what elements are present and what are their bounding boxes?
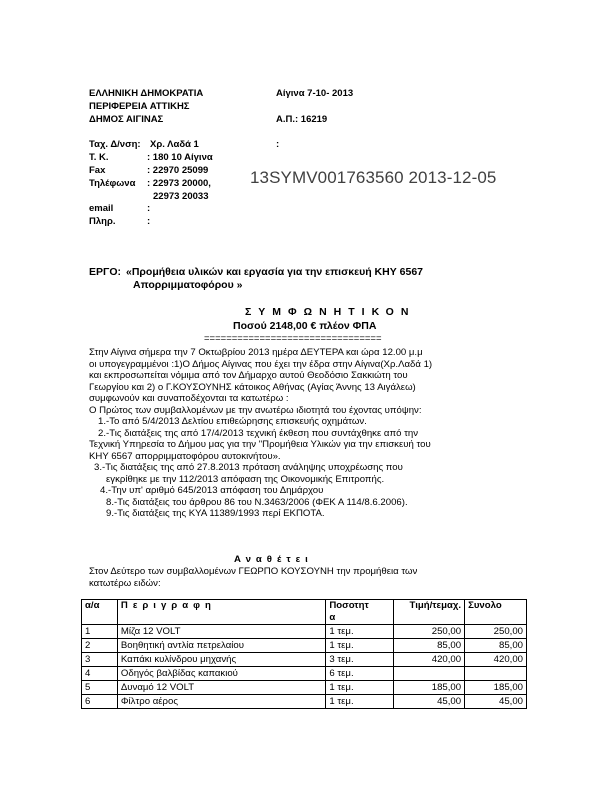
contact-address-label: Ταχ. Δ/νση: — [89, 139, 141, 150]
body-line: και εκπροσωπείται νόμιμα από τον Δήμαρχο αυτού Θεοδόσιο Σακκιώτη του — [89, 370, 408, 381]
body-line: Στην Αίγινα σήμερα την 7 Οκτωβρίου 2013 ημέρα ΔΕΥΤΕΡΑ και ώρα 12.00 μ.μ — [89, 347, 423, 358]
row-total: 185,00 — [465, 681, 527, 695]
row-description: Καπάκι κυλίνδρου μηχανής — [117, 653, 325, 667]
header-protocol: Α.Π.: 16219 — [276, 114, 328, 125]
header-quantity-line-2: α — [329, 612, 336, 623]
document-amount: Ποσού 2148,00 € πλέον ΦΠΑ — [233, 320, 377, 332]
contact-fax-label: Fax — [89, 165, 106, 176]
body-line: Ο Πρώτος των συμβαλλομένων με την ανωτέρω ιδιοτητά του έχοντας υπόψην: — [89, 404, 422, 416]
closing-text — [89, 566, 417, 589]
row-aa: 2 — [82, 639, 118, 653]
contact-phone-value-1: : 22973 20000, — [147, 178, 211, 189]
row-total: 45,00 — [465, 695, 527, 709]
body-line: συμφωνούν και συναποδέχονται τα κατωτέρω : — [89, 393, 289, 404]
row-aa: 1 — [82, 625, 118, 639]
header-date: Αίγινα 7-10- 2013 — [276, 88, 354, 99]
contact-email-value: : — [147, 203, 151, 214]
contact-phone-value-2: 22973 20033 — [153, 191, 209, 202]
row-quantity: 6 τεμ. — [326, 667, 394, 681]
row-unit-price: 85,00 — [394, 639, 465, 653]
row-quantity: 1 τεμ. — [326, 695, 394, 709]
subject-label: ΕΡΓΟ: — [89, 266, 121, 278]
consideration-item: 9.-Τις διατάξεις της ΚΥΑ 11389/1993 περί ΕΚΠΟΤΑ. — [106, 508, 325, 519]
consideration-item: εγκρίθηκε με την 112/2013 απόφαση της Οικονομικής Επιτροπής. — [106, 473, 385, 485]
row-aa: 3 — [82, 653, 118, 667]
header-org — [89, 87, 203, 126]
contact-info-label: Πληρ. — [89, 216, 116, 227]
table-row — [82, 653, 527, 667]
table-row — [82, 681, 527, 695]
body-line: οι υπογεγραμμένοι :1)Ο Δήμος Αίγινας που έχει την έδρα στην Αίγινα(Χρ.Λαδά 1) — [89, 358, 433, 370]
contact-fax-value: : 22970 25099 — [147, 165, 209, 176]
header-line-3: ΔΗΜΟΣ ΑΙΓΙΝΑΣ — [89, 114, 164, 125]
contact-phone-label: Τηλέφωνα — [89, 178, 136, 189]
row-quantity: 1 τεμ. — [326, 681, 394, 695]
row-description: Μίζα 12 VOLT — [117, 625, 325, 639]
body-line: Γεωργίου και 2) ο Γ.ΚΟΥΣΟΥΝΗΣ κάτοικος Αθήνας (Αγίας Άννης 13 Αιγάλεω) — [89, 381, 416, 393]
row-description: Φίλτρο αέρος — [117, 695, 325, 709]
document-title: ΣΥΜΦΩΝΗΤΙΚΟΝ — [245, 306, 416, 318]
consideration-item: Τεχνική Υπηρεσία το Δήμου μας για την "Προμήθεια Υλικών για την επισκευή του — [89, 439, 431, 450]
title-rule: ================================ — [204, 333, 382, 344]
considerations-list — [89, 416, 431, 520]
header-quantity — [326, 600, 394, 625]
header-description: Περιγραφη — [117, 600, 325, 625]
row-unit-price: 250,00 — [394, 625, 465, 639]
consideration-item: 8.-Τις διατάξεις του άρθρου 86 του Ν.3463/2006 (ΦΕΚ Α 114/8.6.2006). — [106, 496, 408, 508]
row-total: 420,00 — [465, 653, 527, 667]
subject-line-1: «Προμήθεια υλικών και εργασία για την επισκευή ΚΗΥ 6567 — [126, 266, 423, 278]
row-quantity: 1 τεμ. — [326, 625, 394, 639]
subject-line-2: Απορριμματοφόρου » — [133, 279, 243, 291]
contact-tk-value: : 180 10 Αίγινα — [147, 152, 213, 163]
header-quantity-line-1: Ποσοτητ — [329, 600, 369, 611]
row-description: Οδηγός βαλβίδας καπακιού — [117, 667, 325, 681]
contact-address-value: Χρ. Λαδά 1 — [150, 139, 199, 150]
table-row — [82, 625, 527, 639]
table-row — [82, 695, 527, 709]
row-quantity: 1 τεμ. — [326, 639, 394, 653]
closing-line-1: Στον Δεύτερο των συμβαλλομένων ΓΕΩΡΠΟ ΚΟΥΣΟΥΝΗ την προμήθεια των — [89, 566, 418, 577]
row-unit-price: 45,00 — [394, 695, 465, 709]
contact-tk-label: Τ. Κ. — [89, 152, 109, 163]
consideration-item: 3.-Τις διατάξεις της από 27.8.2013 πρόταση ανάληψης υποχρέωσης που — [94, 462, 403, 473]
header-line-1: ΕΛΛΗΝΙΚΗ ΔΗΜΟΚΡΑΤΙΑ — [89, 88, 204, 99]
row-total — [465, 667, 527, 681]
contact-address-colon: : — [276, 139, 280, 150]
row-quantity: 3 τεμ. — [326, 653, 394, 667]
row-total: 250,00 — [465, 625, 527, 639]
header-unit-price: Τιμή/τεμαχ. — [394, 600, 465, 625]
row-aa: 6 — [82, 695, 118, 709]
consideration-item: ΚΗΥ 6567 απορριμματοφόρου αυτοκινήτου». — [89, 450, 281, 462]
body-intro — [89, 347, 432, 416]
consideration-item: 4.-Την υπ' αριθμό 645/2013 απόφαση του Δημάρχου — [100, 485, 324, 496]
registry-stamp: 13SYMV001763560 2013-12-05 — [250, 168, 497, 187]
row-aa: 5 — [82, 681, 118, 695]
items-table — [81, 599, 527, 709]
table-header-row — [82, 600, 527, 625]
row-unit-price — [394, 667, 465, 681]
header-total: Συνολο — [465, 600, 527, 625]
closing-line-2: κατωτέρω ειδών: — [89, 577, 161, 589]
consideration-item: 2.-Τις διατάξεις της από 17/4/2013 τεχνική έκθεση που συντάχθηκε από την — [98, 427, 419, 439]
row-unit-price: 185,00 — [394, 681, 465, 695]
header-aa: α/α — [82, 600, 118, 625]
row-total: 85,00 — [465, 639, 527, 653]
contact-email-label: email — [89, 203, 114, 214]
table-row — [82, 667, 527, 681]
row-aa: 4 — [82, 667, 118, 681]
contact-info-value: : — [147, 216, 151, 227]
consideration-item: 1.-Το από 5/4/2013 Δελτίου επιθεώρησης επισκευής οχημάτων. — [98, 416, 367, 427]
row-unit-price: 420,00 — [394, 653, 465, 667]
row-description: Δυναμό 12 VOLT — [117, 681, 325, 695]
table-row — [82, 639, 527, 653]
assigns-heading: Αναθέτει — [234, 554, 313, 565]
row-description: Βοηθητική αντλία πετρελαίου — [117, 639, 325, 653]
header-line-2: ΠΕΡΙΦΕΡΕΙΑ ΑΤΤΙΚΗΣ — [89, 101, 190, 112]
